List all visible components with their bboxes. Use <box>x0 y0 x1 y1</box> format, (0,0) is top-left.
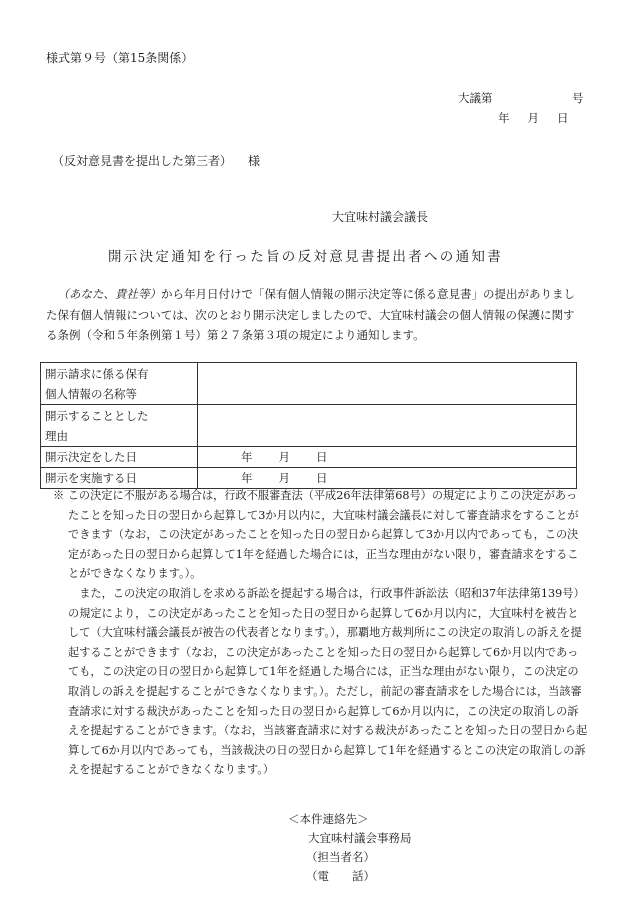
addressee-label: （反対意見書を提出した第三者） <box>52 154 233 168</box>
table-label-implementation-date: 開示を実施する日 <box>41 468 198 489</box>
table-label-reason <box>41 405 198 447</box>
document-date <box>498 110 569 126</box>
decision-day-unit: 日 <box>316 450 328 464</box>
document-title: 開示決定通知を行った旨の反対意見書提出者への通知書 <box>108 249 503 265</box>
body-recipient: （あなた、貴社等） <box>57 287 161 301</box>
table-label-line: 開示することとした <box>45 408 149 423</box>
table-label-info-name <box>41 363 198 405</box>
document-number-suffix: 号 <box>572 91 584 105</box>
form-number: 様式第９号（第15条関係） <box>46 51 194 65</box>
contact-heading: ＜本件連絡先＞ <box>288 812 369 826</box>
table-label-line: 個人情報の名称等 <box>45 386 137 401</box>
implementation-year-unit: 年 <box>241 471 253 485</box>
disclosure-info-table <box>40 362 577 489</box>
table-row <box>41 405 577 447</box>
implementation-day-unit: 日 <box>316 471 328 485</box>
addressee <box>52 152 260 169</box>
addressee-honorific: 様 <box>248 154 261 168</box>
table-label-line: 開示請求に係る保有 <box>45 366 149 381</box>
contact-office: 大宜味村議会事務局 <box>308 831 412 845</box>
document-number <box>458 90 584 106</box>
contact-person: （担当者名） <box>306 850 375 864</box>
table-value-info-name <box>198 363 577 405</box>
contact-phone: （電 話） <box>306 869 375 883</box>
note-administrative-appeal: ※ この決定に不服がある場合は，行政不服審査法（平成26年法律第68号）の規定によりこの決定があったことを知った日の翌日から起算して3か月以内に，大宜味村議会議長に対して審査請求をすることができます（なお，この決定があったことを知った日の翌日から起算して3か月以内であっても，この決定があった日の翌日から起算して1年を経過した場合には，正当な理由がない限り，審査請求をすることができなくなります。）。 <box>53 489 579 581</box>
table-value-decision-date <box>198 447 577 468</box>
document-number-prefix: 大議第 <box>458 91 493 105</box>
date-day: 日 <box>557 111 569 125</box>
table-label-line: 理由 <box>45 428 68 443</box>
table-row <box>41 447 577 468</box>
table-value-reason <box>198 405 577 447</box>
table-row <box>41 363 577 405</box>
decision-year-unit: 年 <box>241 450 253 464</box>
date-year: 年 <box>498 111 510 125</box>
decision-month-unit: 月 <box>278 450 290 464</box>
date-month: 月 <box>527 111 539 125</box>
body-paragraph <box>46 284 586 346</box>
body-text: から年月日付けで「保有個人情報の開示決定等に係る意見書」の提出がありました保有個人情報については、次のとおり開示決定しましたので、大宜味村議会の個人情報の保護に関する条例（令和５年条例第１号）第２７条第３項の規定により通知します。 <box>46 287 575 342</box>
implementation-month-unit: 月 <box>278 471 290 485</box>
sender: 大宜味村議会議長 <box>332 210 429 224</box>
appeal-notes <box>53 486 588 780</box>
note-litigation: また，この決定の取消しを求める訴訟を提起する場合は，行政事件訴訟法（昭和37年法律第139号）の規定により，この決定があったことを知った日の翌日から起算して6か月以内に，大宜味村を被告として（大宜味村議会議長が被告の代表者となります。），那覇地方裁判所にこの決定の取消しの訴えを提起することができます（なお，この決定があったことを知った日の翌日から起算して6か月以内であっても，この決定の日の翌日から起算して1年を経過した場合には，正当な理由がない限り，この決定の取消しの訴えを提起することができなくなります。）。ただし，前記の審査請求をした場合には，当該審査請求に対する裁決があったことを知った日の翌日から起算して6か月以内に，この決定の取消しの訴えを提起することができます。（なお，当該審査請求に対する裁決があったことを知った日の翌日から起算して6か月以内であっても，当該裁決の日の翌日から起算して1年を経過するとこの決定の取消しの訴えを提起することができなくなります。） <box>68 586 588 777</box>
table-label-decision-date: 開示決定をした日 <box>41 447 198 468</box>
